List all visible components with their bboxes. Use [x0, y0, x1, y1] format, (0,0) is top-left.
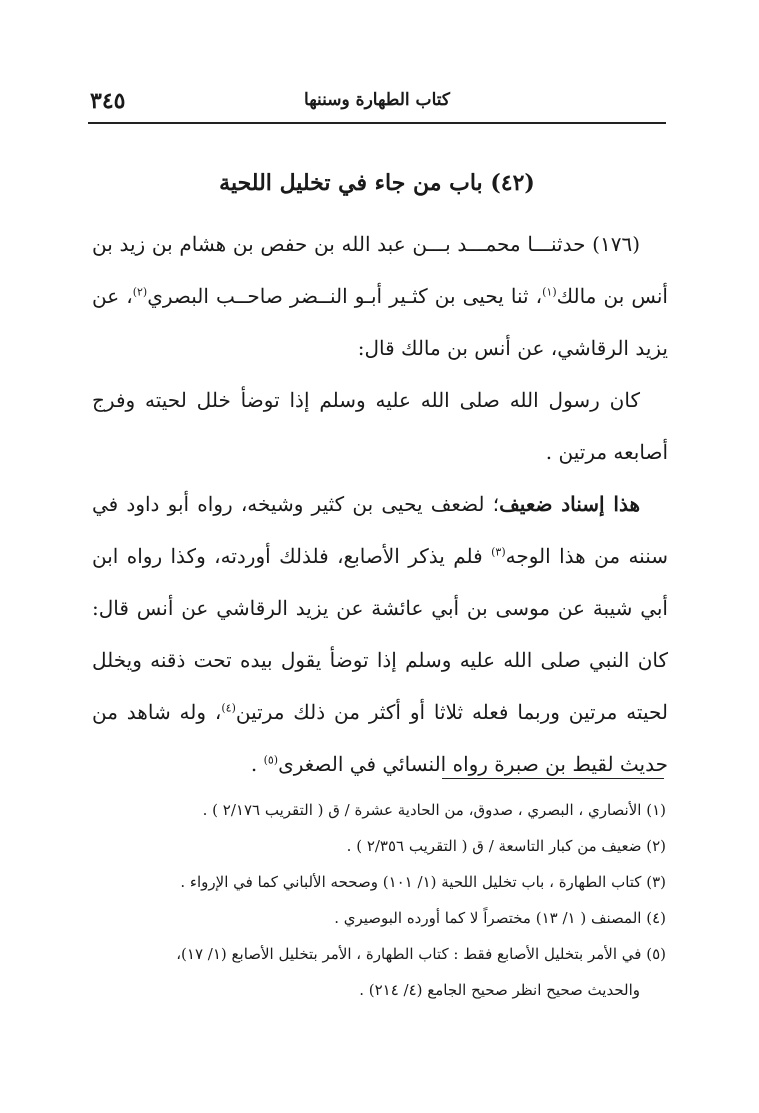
- hadith-paragraph: [92, 218, 668, 374]
- footnotes: [100, 792, 666, 1008]
- chapter-title: (٤٢) باب من جاء في تخليل اللحية: [219, 170, 535, 196]
- commentary-paragraph: [92, 478, 668, 790]
- footnote-1: (١) الأنصاري ، البصري ، صدوق، من الحادية عشرة / ق ( التقريب ٢/١٧٦ ) .: [202, 801, 666, 819]
- footnote-ref-3[interactable]: (٣): [491, 545, 506, 559]
- hadith-matn: كان رسول الله صلى الله عليه وسلم إذا توضأ خلل لحيته وفرج أصابعه مرتين .: [92, 388, 668, 464]
- commentary-text-4: .: [250, 752, 264, 776]
- footnote-separator: [442, 778, 664, 779]
- hadith-isnad-end: ، عن يزيد الرقاشي، عن أنس بن مالك قال:: [92, 284, 668, 360]
- hadith-isnad: (١٧٦) حدثنـــا محمـــد بـــن عبد الله بن حفص بن هشام بن زيد بن أنس بن مالك: [92, 232, 668, 308]
- footnote-5-continuation: والحديث صحيح انظر صحيح الجامع (٤/ ٢١٤) .: [359, 981, 640, 999]
- hadith-isnad-continued: ، ثنا يحيى بن كثـير أبـو النــضر صاحــب البصري: [147, 284, 543, 308]
- commentary-text-2: فلم يذكر الأصابع، فلذلك أوردته، وكذا رواه ابن أبي شيبة عن موسى بن أبي عائشة عن يزيد الرقاشي عن أنس قال: كان النبي صلى الله عليه وسلم إذا توضأ يقول بيده تحت ذقنه ويخلل لحيته مرتين وربما فعله ثلاثا أو أكثر من ذلك مرتين: [92, 544, 668, 724]
- commentary-text-1: ؛ لضعف يحيى بن كثير وشيخه، رواه أبو داود في سننه من هذا الوجه: [92, 492, 669, 568]
- grade-label: هذا إسناد ضعيف: [499, 492, 640, 516]
- footnote-2: (٢) ضعيف من كبار التاسعة / ق ( التقريب ٢/٣٥٦ ) .: [346, 837, 666, 855]
- book-title: كتاب الطهارة وسننها: [304, 90, 450, 110]
- footnote-4: (٤) المصنف ( ١/ ١٣) مختصراً لا كما أورده البوصيري .: [334, 909, 666, 927]
- running-header: [88, 88, 666, 124]
- footnote-ref-4[interactable]: (٤): [221, 701, 236, 715]
- footnote-ref-2[interactable]: (٢): [132, 285, 148, 299]
- footnote-3: (٣) كتاب الطهارة ، باب تخليل اللحية (١/ ١٠١) وصححه الألباني كما في الإرواء .: [180, 873, 666, 891]
- commentary-text-3: ، وله شاهد من حديث لقيط بن صبرة رواه النسائي في الصغرى: [92, 700, 668, 776]
- footnote-5: (٥) في الأمر بتخليل الأصابع فقط : كتاب الطهارة ، الأمر بتخليل الأصابع (١/ ١٧)،: [176, 945, 666, 963]
- footnote-ref-1[interactable]: (١): [542, 285, 557, 299]
- footnote-ref-5[interactable]: (٥): [263, 753, 279, 767]
- main-text: [92, 218, 668, 790]
- page-number: ٣٤٥: [90, 88, 126, 114]
